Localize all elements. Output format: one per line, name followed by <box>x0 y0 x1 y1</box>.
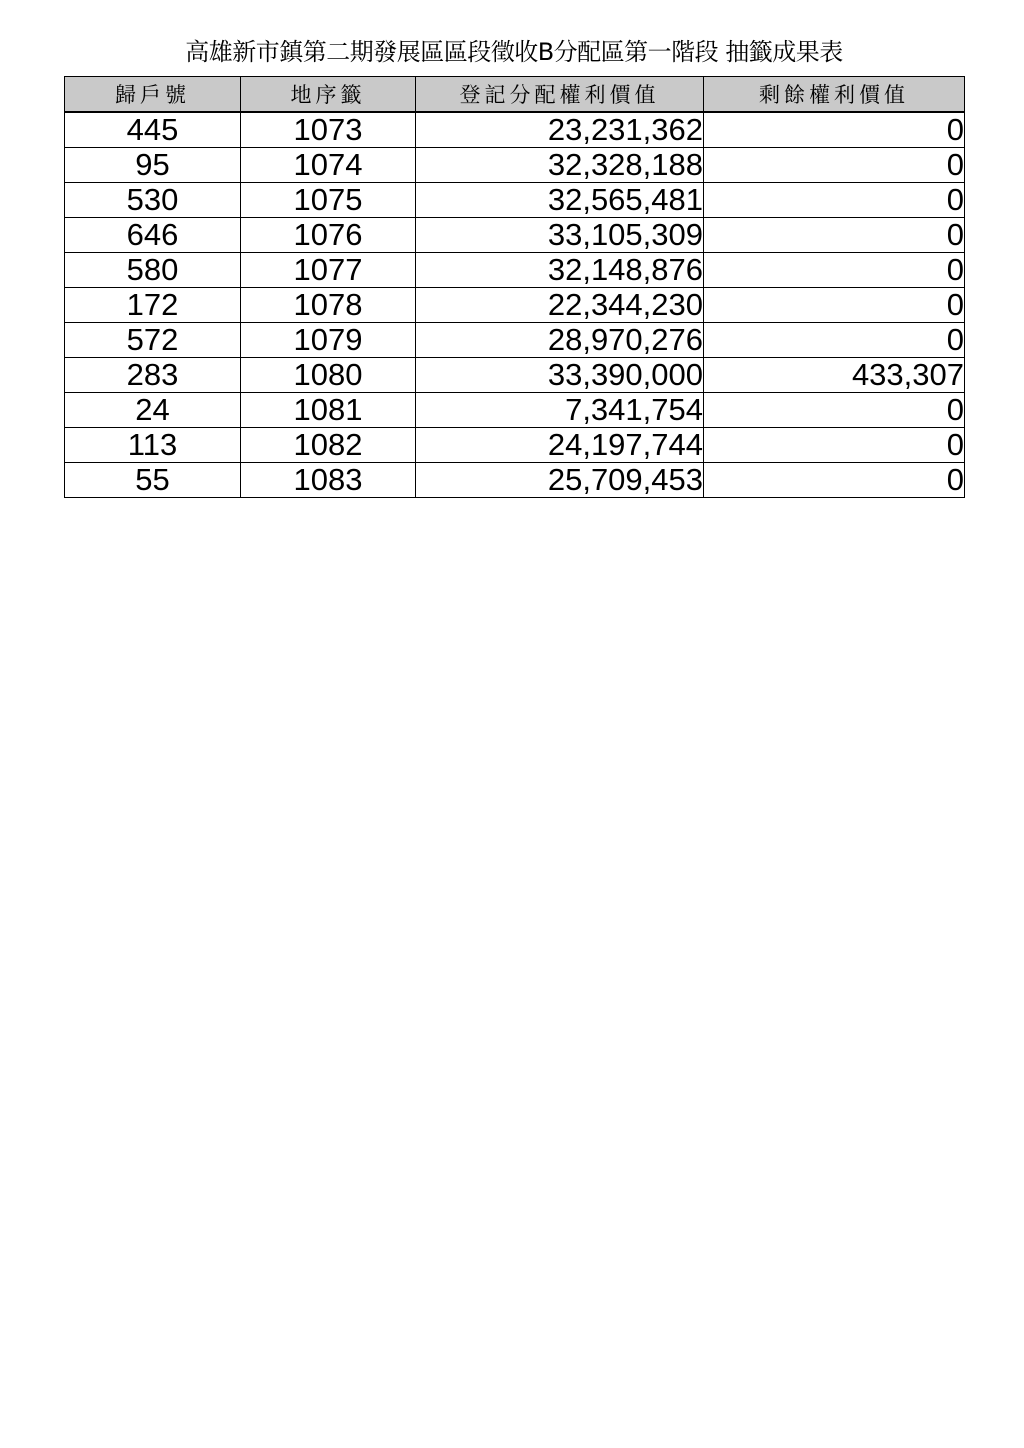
table-row <box>65 323 965 358</box>
table-body <box>65 112 965 498</box>
cell-household-number: 113 <box>65 428 241 463</box>
cell-remaining-rights-value: 433,307 <box>704 358 965 393</box>
cell-registered-allocation-value: 32,328,188 <box>416 148 704 183</box>
cell-registered-allocation-value: 33,105,309 <box>416 218 704 253</box>
cell-registered-allocation-value: 33,390,000 <box>416 358 704 393</box>
cell-lot-order: 1081 <box>241 393 416 428</box>
cell-household-number: 646 <box>65 218 241 253</box>
cell-household-number: 24 <box>65 393 241 428</box>
cell-registered-allocation-value: 32,565,481 <box>416 183 704 218</box>
table-row <box>65 218 965 253</box>
cell-household-number: 580 <box>65 253 241 288</box>
table-row <box>65 112 965 148</box>
cell-remaining-rights-value: 0 <box>704 428 965 463</box>
cell-lot-order: 1078 <box>241 288 416 323</box>
cell-remaining-rights-value: 0 <box>704 288 965 323</box>
header-registered-allocation-value: 登記分配權利價值 <box>416 77 704 113</box>
table-header-row <box>65 77 965 113</box>
cell-household-number: 530 <box>65 183 241 218</box>
cell-household-number: 283 <box>65 358 241 393</box>
table-row <box>65 253 965 288</box>
cell-household-number: 572 <box>65 323 241 358</box>
cell-registered-allocation-value: 25,709,453 <box>416 463 704 498</box>
cell-lot-order: 1079 <box>241 323 416 358</box>
cell-remaining-rights-value: 0 <box>704 112 965 148</box>
cell-household-number: 172 <box>65 288 241 323</box>
cell-lot-order: 1074 <box>241 148 416 183</box>
cell-registered-allocation-value: 24,197,744 <box>416 428 704 463</box>
cell-registered-allocation-value: 7,341,754 <box>416 393 704 428</box>
cell-remaining-rights-value: 0 <box>704 323 965 358</box>
cell-registered-allocation-value: 23,231,362 <box>416 112 704 148</box>
header-household-number: 歸戶號 <box>65 77 241 113</box>
cell-household-number: 55 <box>65 463 241 498</box>
table-row <box>65 428 965 463</box>
cell-lot-order: 1075 <box>241 183 416 218</box>
cell-lot-order: 1077 <box>241 253 416 288</box>
cell-household-number: 445 <box>65 112 241 148</box>
cell-household-number: 95 <box>65 148 241 183</box>
cell-lot-order: 1073 <box>241 112 416 148</box>
cell-remaining-rights-value: 0 <box>704 218 965 253</box>
cell-registered-allocation-value: 22,344,230 <box>416 288 704 323</box>
table-row <box>65 288 965 323</box>
table-row <box>65 358 965 393</box>
cell-lot-order: 1082 <box>241 428 416 463</box>
document-title: 高雄新市鎮第二期發展區區段徵收B分配區第一階段 抽籤成果表 <box>185 38 843 66</box>
cell-remaining-rights-value: 0 <box>704 183 965 218</box>
cell-registered-allocation-value: 32,148,876 <box>416 253 704 288</box>
table-row <box>65 148 965 183</box>
table-row <box>65 393 965 428</box>
header-remaining-rights-value: 剩餘權利價值 <box>704 77 965 113</box>
table-row <box>65 183 965 218</box>
cell-remaining-rights-value: 0 <box>704 148 965 183</box>
header-lot-order: 地序籤 <box>241 77 416 113</box>
cell-lot-order: 1080 <box>241 358 416 393</box>
table-row <box>65 463 965 498</box>
cell-lot-order: 1083 <box>241 463 416 498</box>
lottery-result-table <box>64 76 965 498</box>
cell-lot-order: 1076 <box>241 218 416 253</box>
cell-remaining-rights-value: 0 <box>704 463 965 498</box>
cell-remaining-rights-value: 0 <box>704 253 965 288</box>
cell-registered-allocation-value: 28,970,276 <box>416 323 704 358</box>
cell-remaining-rights-value: 0 <box>704 393 965 428</box>
